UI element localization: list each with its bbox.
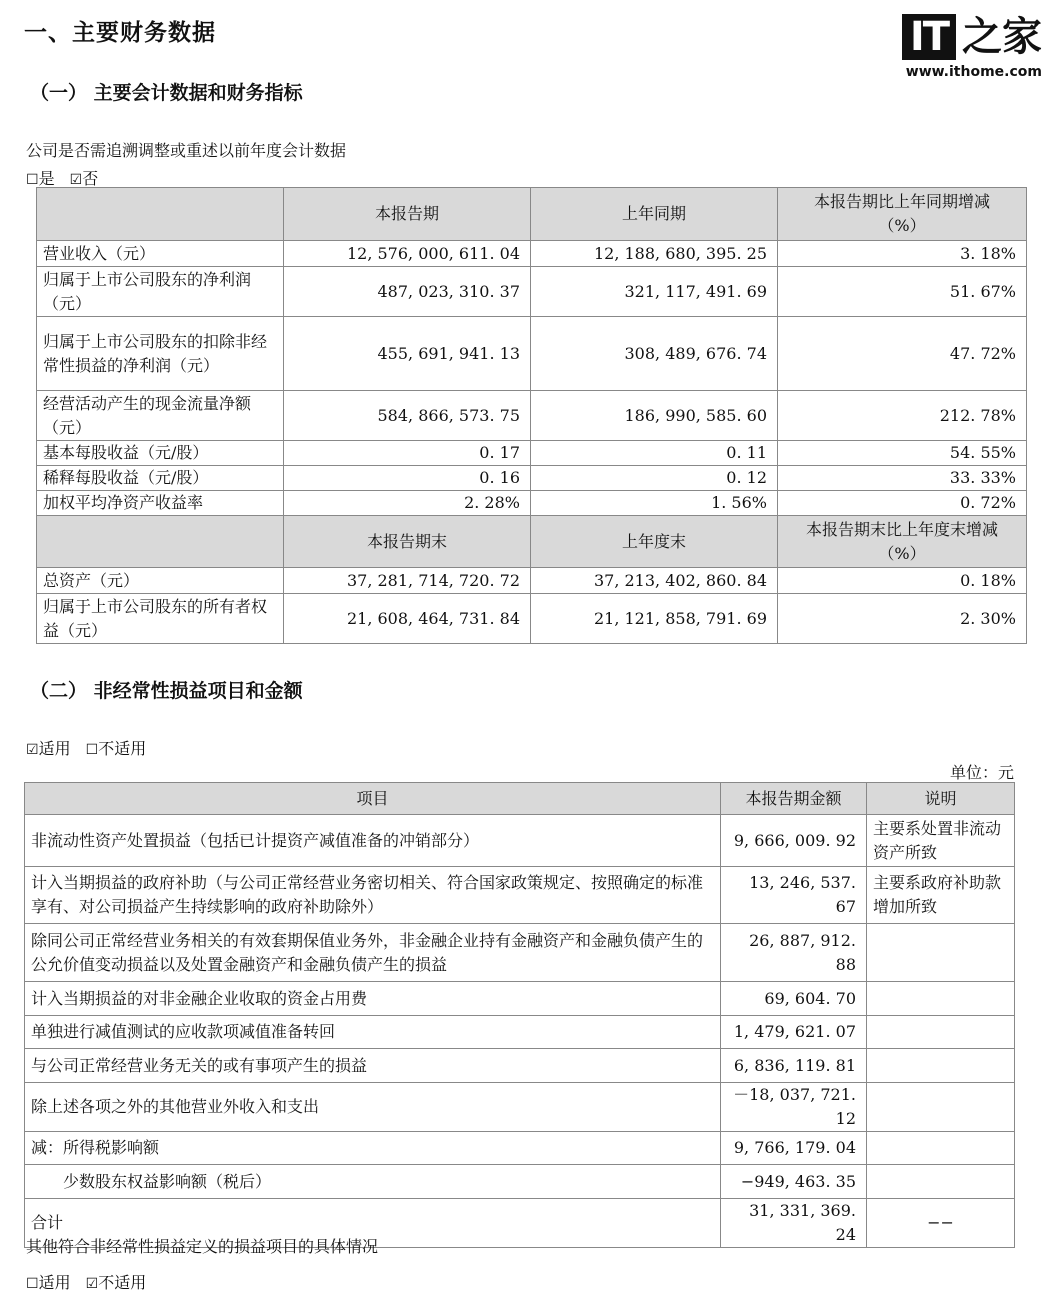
page-heading: 一、主要财务数据 — [24, 20, 216, 46]
table-row — [25, 1083, 1015, 1132]
logo-cn-mark: 之家 — [962, 13, 1042, 60]
choice-applicable-label: 适用 — [38, 739, 71, 758]
ithome-logo — [892, 14, 1042, 80]
section2-title: （二） 非经常性损益项目和金额 — [30, 680, 303, 702]
table-row — [25, 1049, 1015, 1083]
section1-title: （一） 主要会计数据和财务指标 — [30, 82, 303, 104]
checkbox-not-applicable: ☐ — [85, 742, 99, 758]
item-amount: 1, 479, 621. 07 — [721, 1016, 867, 1049]
item-note — [867, 1016, 1015, 1049]
applicability-choices — [26, 736, 146, 759]
checkbox-footer-not-applicable: ☑ — [85, 1276, 99, 1292]
item-note: 主要系处置非流动资产所致 — [867, 815, 1015, 867]
item-note — [867, 924, 1015, 982]
item-label: 少数股东权益影响额（税后） — [25, 1165, 721, 1199]
header-amount: 本报告期金额 — [721, 783, 867, 815]
header-change-line2: （%） — [878, 216, 926, 235]
logo-it-mark: IT — [902, 14, 956, 60]
row-current: 584, 866, 573. 75 — [284, 391, 531, 441]
table-row — [25, 815, 1015, 867]
table-row — [37, 594, 1027, 644]
item-note: 主要系政府补助款增加所致 — [867, 867, 1015, 924]
row-prior: 321, 117, 491. 69 — [531, 267, 778, 317]
header-prior-period: 上年同期 — [531, 188, 778, 241]
table-row — [25, 1016, 1015, 1049]
item-amount: 26, 887, 912. 88 — [721, 924, 867, 982]
item-amount: 9, 766, 179. 04 — [721, 1132, 867, 1165]
row-label: 归属于上市公司股东的所有者权益（元） — [37, 594, 284, 644]
row-change: 3. 18% — [778, 241, 1027, 267]
table-row — [37, 241, 1027, 267]
item-amount: 69, 604. 70 — [721, 982, 867, 1016]
header-item: 项目 — [25, 783, 721, 815]
header-change-end — [778, 516, 1027, 568]
row-label: 总资产（元） — [37, 568, 284, 594]
logo-url: www.ithome.com — [905, 64, 1042, 80]
item-note — [867, 982, 1015, 1016]
footer-not-applicable-label: 不适用 — [98, 1273, 147, 1292]
row-current: 2. 28% — [284, 491, 531, 516]
table-row — [37, 267, 1027, 317]
footer-choices — [26, 1270, 146, 1293]
table-row — [37, 441, 1027, 466]
row-change: 54. 55% — [778, 441, 1027, 466]
row-prior: 0. 11 — [531, 441, 778, 466]
row-current: 455, 691, 941. 13 — [284, 317, 531, 391]
table-row — [25, 867, 1015, 924]
item-note — [867, 1083, 1015, 1132]
row-change: 33. 33% — [778, 466, 1027, 491]
row-prior: 21, 121, 858, 791. 69 — [531, 594, 778, 644]
row-label: 归属于上市公司股东的扣除非经常性损益的净利润（元） — [37, 317, 284, 391]
item-amount: 13, 246, 537. 67 — [721, 867, 867, 924]
row-current: 37, 281, 714, 720. 72 — [284, 568, 531, 594]
row-current: 0. 16 — [284, 466, 531, 491]
item-label: 除同公司正常经营业务相关的有效套期保值业务外，非金融企业持有金融资产和金融负债产生的公允价值变动损益以及处置金融资产和金融负债产生的损益 — [25, 924, 721, 982]
non-recurring-items-table — [24, 782, 1015, 1248]
table-row — [25, 1165, 1015, 1199]
table-row — [37, 391, 1027, 441]
table-row — [37, 466, 1027, 491]
header-change — [778, 188, 1027, 241]
header-change-end-line2: （%） — [878, 543, 926, 563]
header-note: 说明 — [867, 783, 1015, 815]
restatement-choices — [26, 166, 98, 189]
table-row — [25, 924, 1015, 982]
row-change: 51. 67% — [778, 267, 1027, 317]
row-label: 经营活动产生的现金流量净额（元） — [37, 391, 284, 441]
row-change: 0. 18% — [778, 568, 1027, 594]
row-current: 12, 576, 000, 611. 04 — [284, 241, 531, 267]
row-current: 0. 17 — [284, 441, 531, 466]
row-label: 基本每股收益（元/股） — [37, 441, 284, 466]
choice-no-label: 否 — [82, 169, 99, 188]
header-change-end-line1: 本报告期末比上年度末增减 — [805, 519, 998, 539]
row-label: 稀释每股收益（元/股） — [37, 466, 284, 491]
header-change-line1: 本报告期比上年同期增减 — [813, 192, 990, 211]
row-prior: 37, 213, 402, 860. 84 — [531, 568, 778, 594]
item-label: 与公司正常经营业务无关的或有事项产生的损益 — [25, 1049, 721, 1083]
choice-yes-label: 是 — [38, 169, 55, 188]
item-label: 除上述各项之外的其他营业外收入和支出 — [25, 1083, 721, 1132]
table-row — [25, 1132, 1015, 1165]
table-row — [37, 568, 1027, 594]
row-change: 0. 72% — [778, 491, 1027, 516]
row-label: 归属于上市公司股东的净利润（元） — [37, 267, 284, 317]
restatement-question: 公司是否需追溯调整或重述以前年度会计数据 — [26, 141, 347, 160]
unit-label: 单位：元 — [949, 763, 1014, 782]
footer-applicable-label: 适用 — [38, 1273, 71, 1292]
item-label: 合计 — [25, 1199, 721, 1248]
row-label: 营业收入（元） — [37, 241, 284, 267]
item-amount: 6, 836, 119. 81 — [721, 1049, 867, 1083]
checkbox-no: ☑ — [69, 172, 83, 188]
item-note: −− — [867, 1199, 1015, 1248]
item-amount: －18, 037, 721. 12 — [721, 1083, 867, 1132]
header-period-end: 本报告期末 — [284, 516, 531, 568]
header-blank-cell — [37, 188, 284, 241]
table-header-row — [37, 188, 1027, 241]
header-current-period: 本报告期 — [284, 188, 531, 241]
row-label: 加权平均净资产收益率 — [37, 491, 284, 516]
item-label: 减：所得税影响额 — [25, 1132, 721, 1165]
row-prior: 12, 188, 680, 395. 25 — [531, 241, 778, 267]
item-note — [867, 1049, 1015, 1083]
row-current: 487, 023, 310. 37 — [284, 267, 531, 317]
item-label: 非流动性资产处置损益（包括已计提资产减值准备的冲销部分） — [25, 815, 721, 867]
checkbox-yes: ☐ — [26, 172, 39, 188]
table-header-row — [37, 516, 1027, 568]
row-current: 21, 608, 464, 731. 84 — [284, 594, 531, 644]
header-prior-year-end: 上年度末 — [531, 516, 778, 568]
item-note — [867, 1132, 1015, 1165]
checkbox-footer-applicable: ☐ — [26, 1276, 39, 1292]
row-prior: 1. 56% — [531, 491, 778, 516]
item-amount: 31, 331, 369. 24 — [721, 1199, 867, 1248]
row-prior: 0. 12 — [531, 466, 778, 491]
item-amount: 9, 666, 009. 92 — [721, 815, 867, 867]
item-label: 计入当期损益的对非金融企业收取的资金占用费 — [25, 982, 721, 1016]
header-blank-cell — [37, 516, 284, 568]
row-change: 2. 30% — [778, 594, 1027, 644]
table-row — [37, 317, 1027, 391]
key-financial-table — [36, 187, 1027, 644]
table-row — [25, 982, 1015, 1016]
row-prior: 308, 489, 676. 74 — [531, 317, 778, 391]
footer-text: 其他符合非经常性损益定义的损益项目的具体情况 — [26, 1237, 379, 1256]
table-header-row — [25, 783, 1015, 815]
item-label: 计入当期损益的政府补助（与公司正常经营业务密切相关、符合国家政策规定、按照确定的标准享有、对公司损益产生持续影响的政府补助除外） — [25, 867, 721, 924]
item-amount: −949, 463. 35 — [721, 1165, 867, 1199]
choice-not-applicable-label: 不适用 — [98, 739, 147, 758]
item-label: 单独进行减值测试的应收款项减值准备转回 — [25, 1016, 721, 1049]
table-row — [37, 491, 1027, 516]
row-change: 212. 78% — [778, 391, 1027, 441]
row-change: 47. 72% — [778, 317, 1027, 391]
row-prior: 186, 990, 585. 60 — [531, 391, 778, 441]
item-note — [867, 1165, 1015, 1199]
checkbox-applicable: ☑ — [26, 742, 39, 758]
